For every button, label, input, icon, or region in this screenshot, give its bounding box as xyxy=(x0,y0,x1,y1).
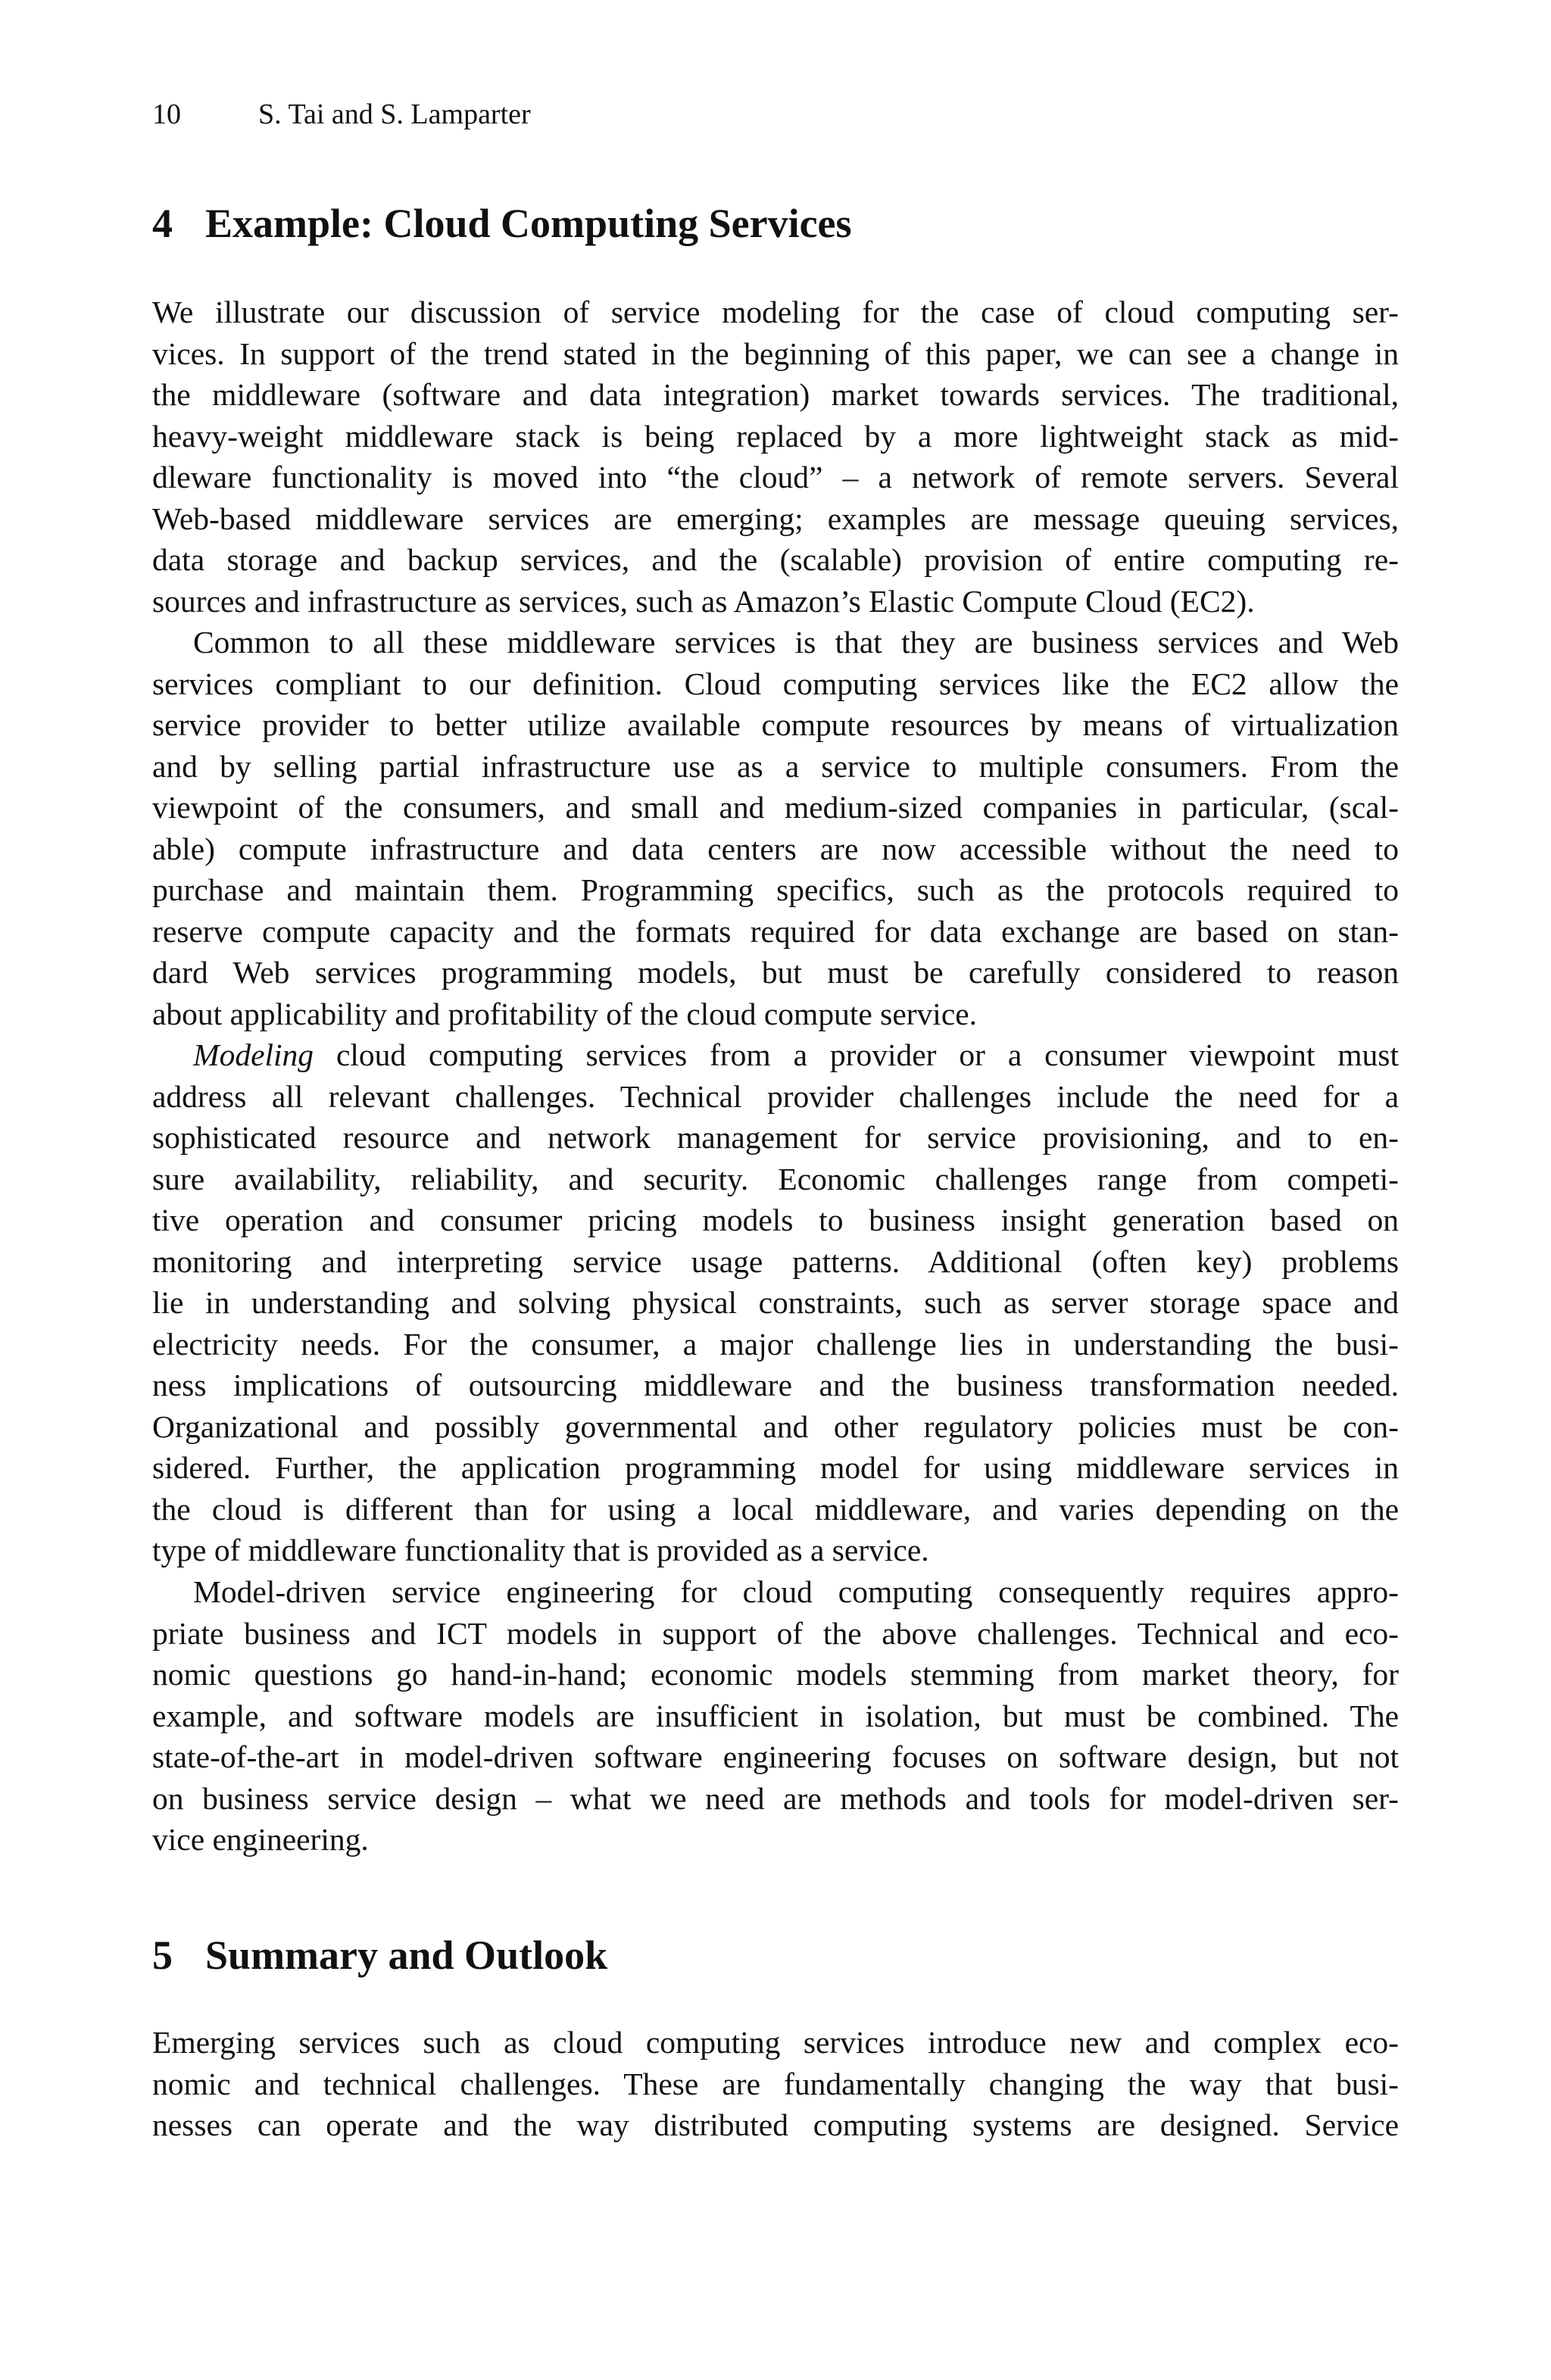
text-line: address all relevant challenges. Technical provider challenges include the need for a xyxy=(152,1078,1399,1114)
section-heading xyxy=(152,1931,1399,1979)
text-line xyxy=(152,1034,1399,1076)
section-number: 5 xyxy=(152,1932,173,1978)
text-line: heavy-weight middleware stack is being replaced by a more lightweight stack as mid- xyxy=(152,418,1399,454)
text-line: electricity needs. For the consumer, a major challenge lies in understanding the busi- xyxy=(152,1326,1399,1362)
text-line: Model-driven service engineering for cloud computing consequently requires appro- xyxy=(193,1574,1399,1609)
text-line: about applicability and profitability of the cloud compute service. xyxy=(152,996,978,1031)
text-line: Web-based middleware services are emerging; examples are message queuing services, xyxy=(152,501,1399,536)
text-line: type of middleware functionality that is provided as a service. xyxy=(152,1533,929,1567)
text-line: the cloud is different than for using a local middleware, and varies depending on the xyxy=(152,1491,1399,1527)
text-line: tive operation and consumer pricing models to business insight generation based on xyxy=(152,1202,1399,1237)
text-line: sources and infrastructure as services, such as Amazon’s Elastic Compute Cloud (EC2). xyxy=(152,583,1255,619)
running-head xyxy=(152,97,531,132)
section-4-paragraph-3 xyxy=(152,1034,1399,1571)
text-line: Common to all these middleware services is that they are business services and Web xyxy=(193,625,1399,660)
section-title: Example: Cloud Computing Services xyxy=(205,201,852,246)
text-line: viewpoint of the consumers, and small and medium-sized companies in particular, (scal- xyxy=(152,790,1399,825)
text-line: example, and software models are insufficient in isolation, but must be combined. The xyxy=(152,1698,1399,1733)
text-line: data storage and backup services, and the (scalable) provision of entire computing re- xyxy=(152,542,1399,577)
text-line: purchase and maintain them. Programming specifics, such as the protocols required to xyxy=(152,872,1399,907)
section-4-paragraph-4 xyxy=(152,1571,1399,1861)
text-line: We illustrate our discussion of service modeling for the case of cloud computing ser- xyxy=(152,295,1399,329)
text-line: reserve compute capacity and the formats required for data exchange are based on stan- xyxy=(152,913,1399,949)
text-line: state-of-the-art in model-driven software engineering focuses on software design, but not xyxy=(152,1739,1399,1774)
text-line: Organizational and possibly governmental and other regulatory policies must be con- xyxy=(152,1408,1399,1444)
text-line: nesses can operate and the way distributed computing systems are designed. Service xyxy=(152,2107,1399,2142)
page-number: 10 xyxy=(152,98,181,130)
text-line: Emerging services such as cloud computing services introduce new and complex eco- xyxy=(152,2025,1399,2060)
text-line: service provider to better utilize available compute resources by means of virtualization xyxy=(152,707,1399,742)
text-line: monitoring and interpreting service usage patterns. Additional (often key) problems xyxy=(152,1243,1399,1279)
text-line: sidered. Further, the application programming model for using middleware services in xyxy=(152,1450,1399,1485)
text-line: nomic questions go hand-in-hand; economic models stemming from market theory, for xyxy=(152,1657,1399,1692)
text-line: the middleware (software and data integration) market towards services. The traditional, xyxy=(152,377,1399,412)
text-line: able) compute infrastructure and data centers are now accessible without the need to xyxy=(152,831,1399,866)
section-number: 4 xyxy=(152,201,173,246)
section-title: Summary and Outlook xyxy=(205,1932,608,1978)
text-line: sophisticated resource and network management for service provisioning, and to en- xyxy=(152,1120,1399,1155)
section-5-heading-block xyxy=(152,1931,1399,1979)
section-5-paragraph-1 xyxy=(152,2022,1399,2146)
text-line: priate business and ICT models in support of the above challenges. Technical and eco- xyxy=(152,1615,1399,1651)
text-line: nomic and technical challenges. These are fundamentally changing the way that busi- xyxy=(152,2066,1399,2101)
text-line: dleware functionality is moved into “the cloud” – a network of remote servers. Several xyxy=(152,460,1399,494)
text-line: dard Web services programming models, but must be carefully considered to reason xyxy=(152,955,1399,990)
text-line: and by selling partial infrastructure use as a service to multiple consumers. From the xyxy=(152,748,1399,784)
section-4-paragraph-1 xyxy=(152,292,1399,622)
text-line: ness implications of outsourcing middleware and the business transformation needed. xyxy=(152,1368,1399,1402)
text-line: sure availability, reliability, and security. Economic challenges range from competi- xyxy=(152,1161,1399,1196)
running-head-authors: S. Tai and S. Lamparter xyxy=(258,98,531,130)
text-line: on business service design – what we need are methods and tools for model-driven ser- xyxy=(152,1780,1399,1816)
italic-term: Modeling xyxy=(193,1037,314,1072)
text-line: vices. In support of the trend stated in the beginning of this paper, we can see a change in xyxy=(152,335,1399,371)
section-4-paragraph-2 xyxy=(152,622,1399,1034)
section-heading xyxy=(152,199,1399,248)
text-span: cloud computing services from a provider or a consumer viewpoint must xyxy=(314,1037,1399,1072)
section-4-heading-block xyxy=(152,199,1399,248)
text-line: vice engineering. xyxy=(152,1822,369,1857)
text-line: services compliant to our definition. Cloud computing services like the EC2 allow the xyxy=(152,666,1399,701)
text-line: lie in understanding and solving physical constraints, such as server storage space and xyxy=(152,1285,1399,1320)
